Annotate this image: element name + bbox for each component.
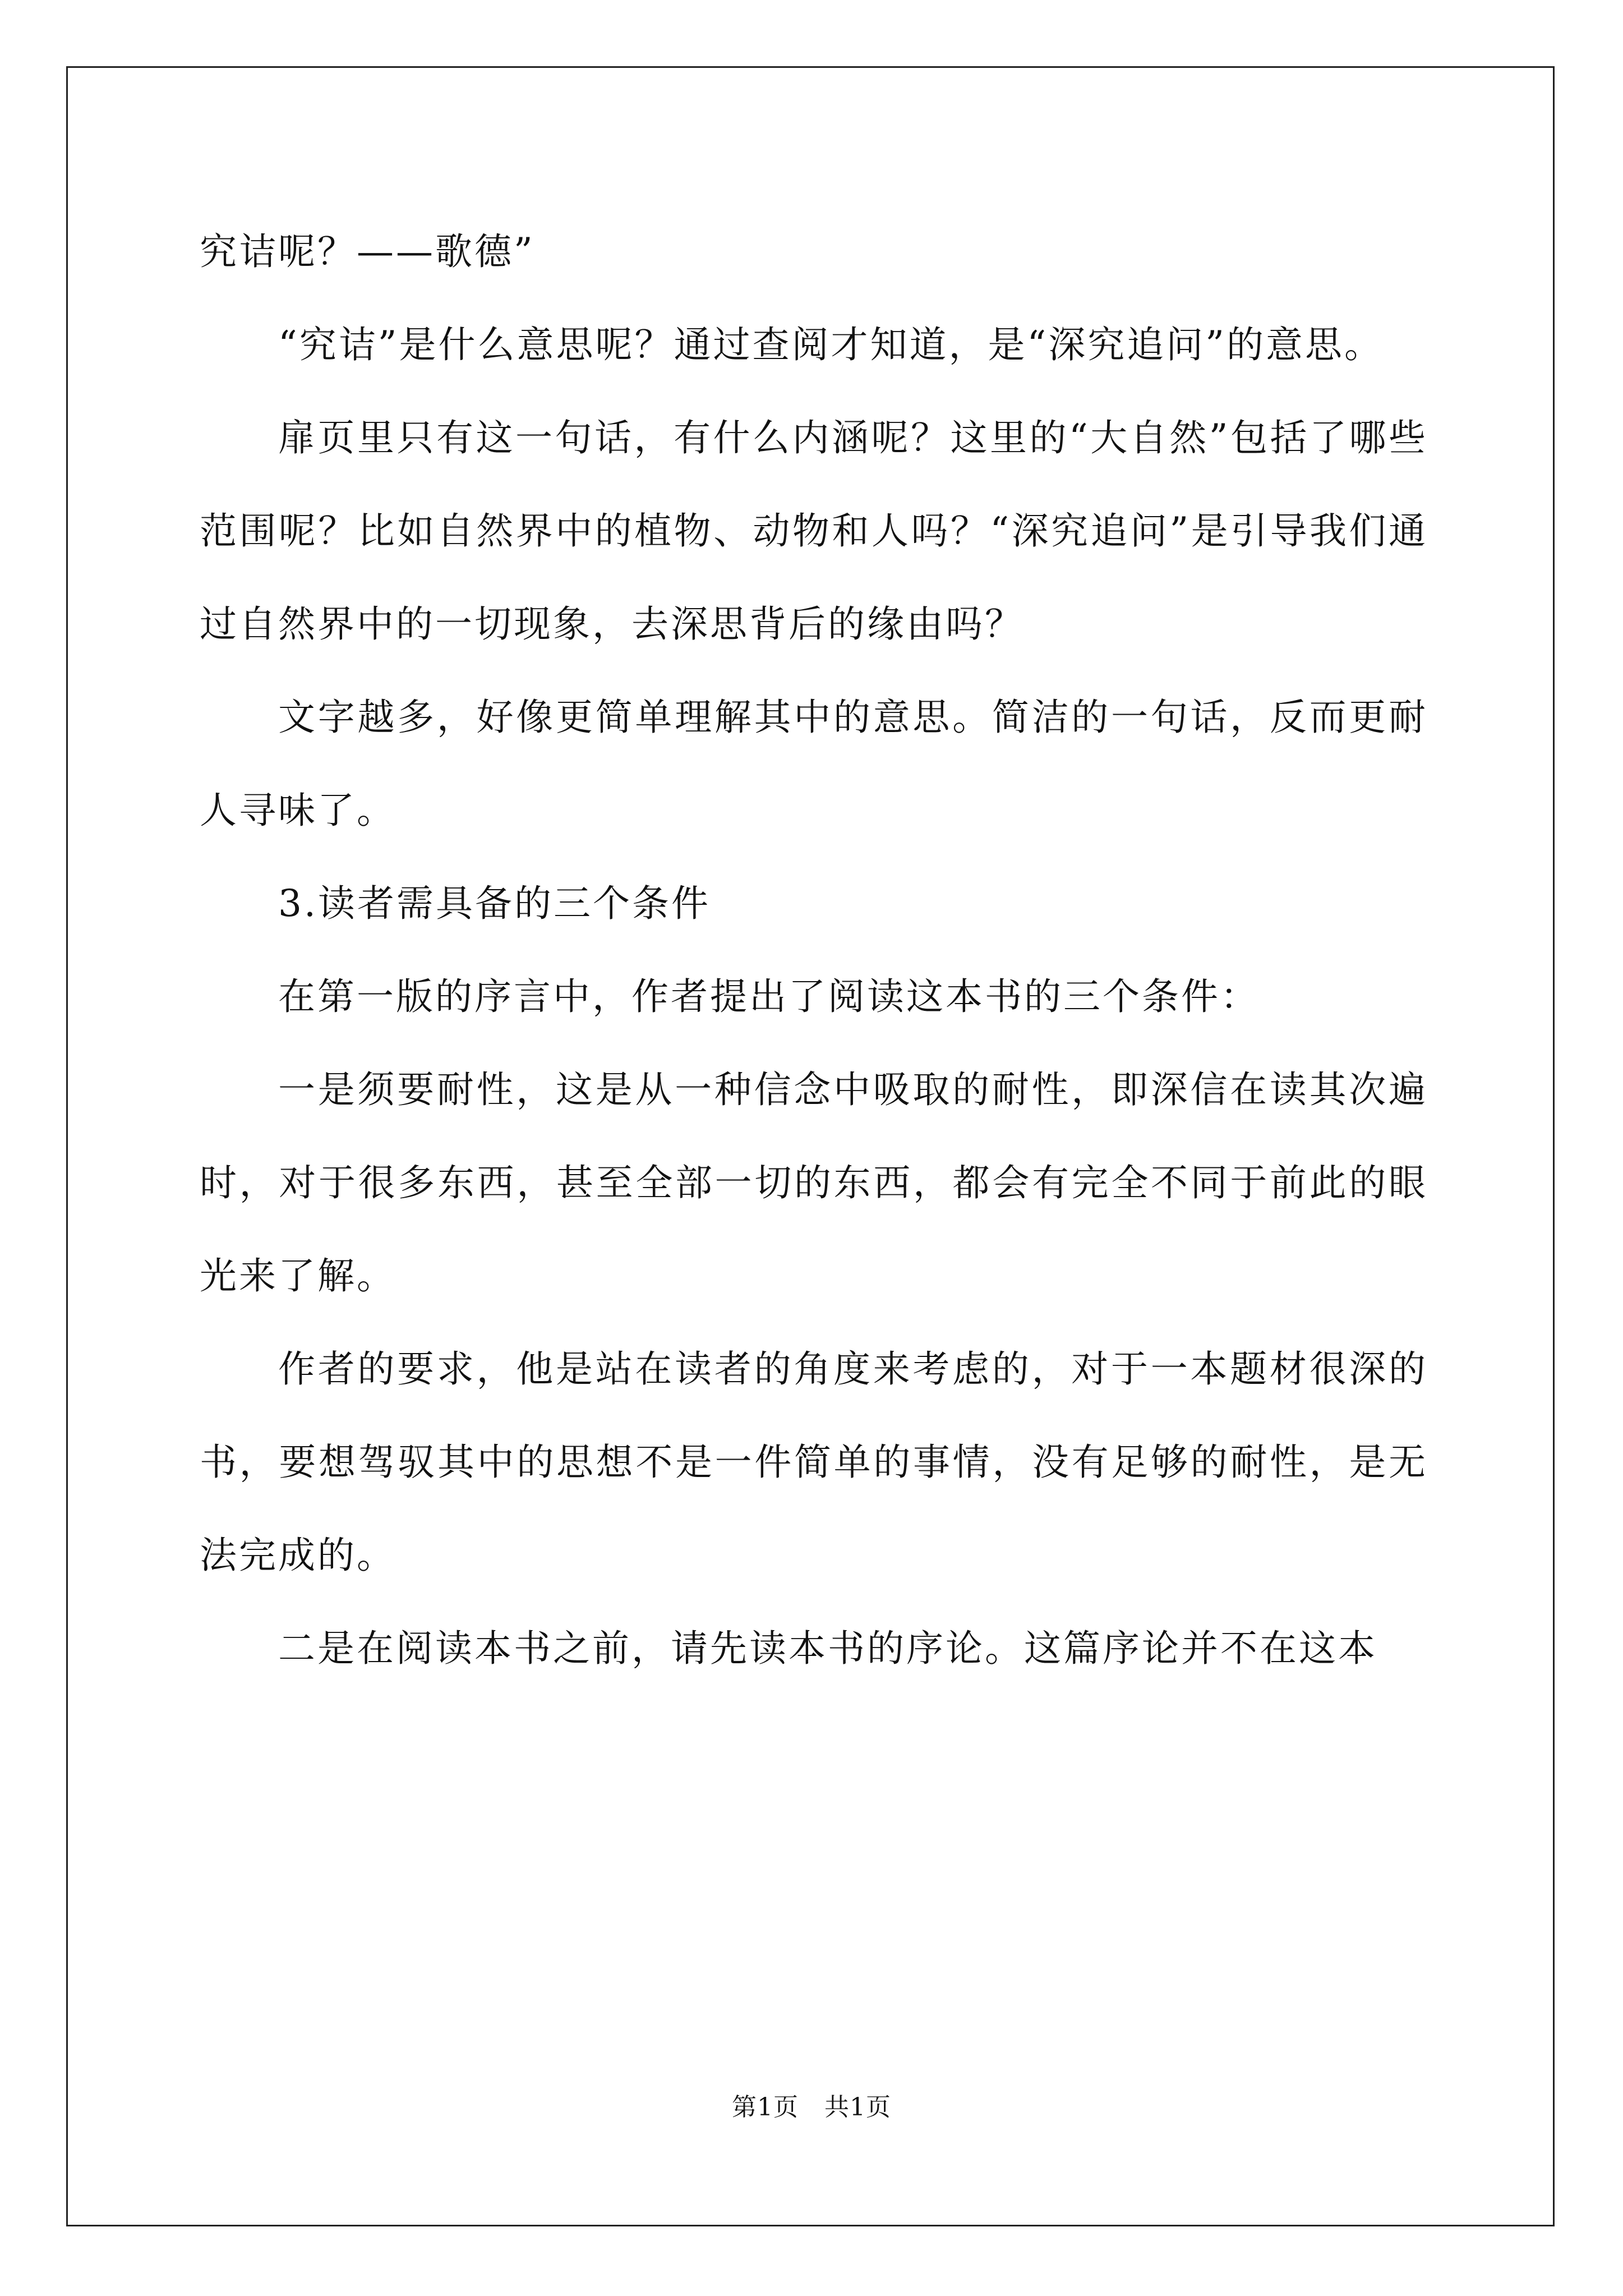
paragraph-continuation: 究诘呢？——歌德” [200,230,535,273]
document-body [200,205,1428,1695]
paragraph: 在第一版的序言中，作者提出了阅读这本书的三个条件： [278,975,1260,1018]
paragraph: 文字越多，好像更简单理解其中的意思。简洁的一句话，反而更耐人寻味了。 [200,696,1428,832]
paragraph: 二是在阅读本书之前，请先读本书的序论。这篇序论并不在这本 [278,1627,1377,1670]
page-footer [0,2087,1623,2123]
paragraph: 作者的要求，他是站在读者的角度来考虑的，对于一本题材很深的书，要想驾驭其中的思想不是一件简单的事情，没有足够的耐性，是无法完成的。 [200,1347,1428,1577]
paragraph: 一是须要耐性，这是从一种信念中吸取的耐性，即深信在读其次遍时，对于很多东西，甚至全部一切的东西，都会有完全不同于前此的眼光来了解。 [200,1068,1428,1297]
section-heading: 3.读者需具备的三个条件 [278,882,711,925]
page-number: 第1页 [732,2093,799,2122]
paragraph: 扉页里只有这一句话，有什么内涵呢？这里的“大自然”包括了哪些范围呢？比如自然界中的植物、动物和人吗？“深究追问”是引导我们通过自然界中的一切现象，去深思背后的缘由吗？ [200,416,1428,646]
paragraph: “究诘”是什么意思呢？通过查阅才知道，是“深究追问”的意思。 [278,323,1384,366]
page-total: 共1页 [824,2093,891,2122]
